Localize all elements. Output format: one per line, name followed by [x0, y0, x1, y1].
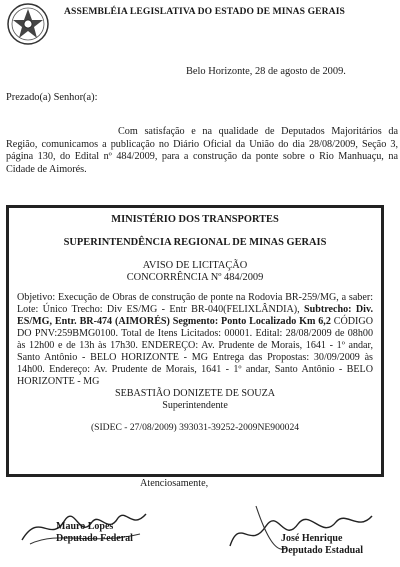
- signature-right: [281, 533, 363, 557]
- notice-body-part1: Objetivo: Execução de Obras de construção de ponte na Rodovia BR-259/MG, a saber: Lote: Único Trecho: Div ES/MG - Entr BR-040(FELIXLÂNDIA),: [17, 292, 373, 315]
- letter-paragraph: Com satisfação e na qualidade de Deputados Majoritários da Região, comunicamos a publicação no Diário Oficial da União do dia 28/08/2009, Seção 3, página 130, do Edital nº 484/2009, para a construção da ponte sobre o Rio Manhuaçu, na Cidade de Aimorés.: [6, 126, 398, 175]
- notice-body-bold: Subtrecho: Div. ES/MG, Entr. BR-474 (AIMORÉS) Segmento: Ponto Localizado Km 6,2: [17, 304, 373, 327]
- notice-signer-role: Superintendente: [162, 400, 228, 411]
- notice-body-part2: CÓDIGO DO PNV:259BMG0100. Total de Itens Licitados: 00001. Edital: 28/08/2009 de 08h00 às 12h00 e de 13h às 17h30. ENDEREÇO: Av. Prudente de Morais, 1641 - 1º andar, Santo Antônio - BELO HORIZONTE - MG Entrega das Propostas: 30/09/2009 às 14h00. Endereço: Av. Prudente de Morais, 1641 - 1º andar, Santo Antônio - BELO HORIZONTE - MG: [17, 316, 373, 387]
- letter-greeting: Prezado(a) Senhor(a):: [6, 92, 98, 103]
- notice-signer-name: SEBASTIÃO DONIZETE DE SOUZA: [114, 388, 276, 399]
- notice-sidec: (SIDEC - 27/08/2009) 393031-39252-2009NE900024: [90, 422, 300, 433]
- tender-notice-box: [6, 205, 384, 477]
- coat-of-arms-seal-icon: [6, 2, 50, 46]
- signature-left-name: Mauro Lopes: [56, 521, 114, 532]
- assembly-header: ASSEMBLÉIA LEGISLATIVA DO ESTADO DE MINAS GERAIS: [64, 6, 345, 17]
- notice-body: [17, 292, 373, 388]
- notice-ministry: MINISTÉRIO DOS TRANSPORTES: [111, 214, 279, 225]
- closing-text: Atenciosamente,: [140, 478, 209, 489]
- signature-left: [56, 521, 133, 545]
- signature-left-role: Deputado Federal: [56, 533, 133, 544]
- notice-title: [17, 260, 373, 284]
- notice-concorrencia: CONCORRÊNCIA Nº 484/2009: [126, 272, 264, 283]
- notice-superintendency: SUPERINTENDÊNCIA REGIONAL DE MINAS GERAIS: [63, 237, 327, 248]
- letter-date: Belo Horizonte, 28 de agosto de 2009.: [186, 66, 346, 77]
- notice-aviso: AVISO DE LICITAÇÃO: [142, 260, 248, 271]
- signature-right-name: José Henrique: [281, 533, 343, 544]
- signature-right-role: Deputado Estadual: [281, 545, 363, 556]
